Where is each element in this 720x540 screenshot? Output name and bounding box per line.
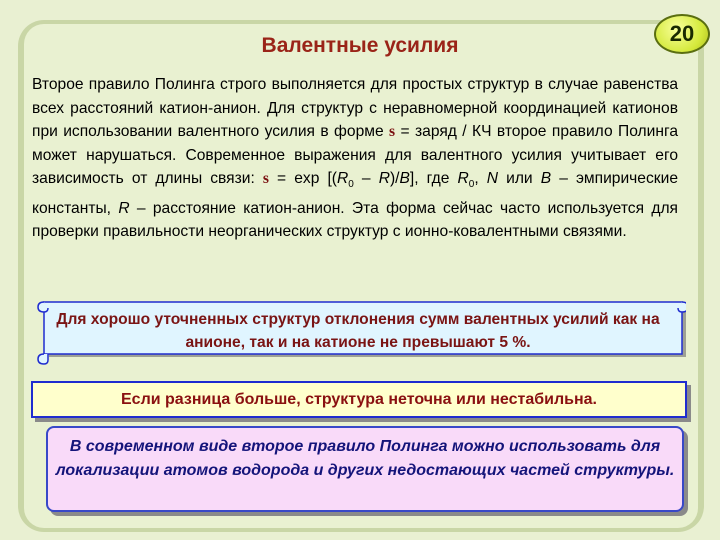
modern-rule-text: В современном виде второе правило Полинга можно использовать для локализации атомов водорода и других недостающих частей структуры. (55, 438, 675, 479)
symbol-s: s (389, 123, 396, 140)
symbol-s: s (262, 170, 269, 187)
slide-title: Валентные усилия (261, 34, 459, 57)
modern-rule-callout (46, 426, 684, 512)
scroll-callout (36, 298, 686, 366)
formula-exp: = exp [( (268, 170, 337, 187)
body-paragraph: Второе правило Полинга строго выполняется для простых структур в случае равенства всех расстояний катион-анион. Для структур с неравномерной координацией катионов при использовании валентного усилия в форме s = заряд / КЧ второе правило Полинга может нарушаться. Современное выражения для валентного усилия учитывает его зависимость от длины связи: $s = \exp [(R_0 - R)/B]$, где $R_0$, N или B – эмпирические константы, R – расстояние катион-анион. Эта форма сейчас часто используется для проверки правильности неорганических структур с ионно-ковалентными связями. (32, 76, 678, 241)
warning-callout (31, 381, 687, 418)
slide-number-badge: 20 (654, 14, 710, 54)
formula-charge: = заряд / КЧ (395, 123, 492, 140)
scroll-callout-text: Для хорошо уточненных структур отклонения сумм валентных усилий как на анионе, так и на катионе не превышают 5 %. (56, 311, 660, 351)
warning-callout-text: Если разница больше, структура неточна или нестабильна. (121, 390, 597, 408)
